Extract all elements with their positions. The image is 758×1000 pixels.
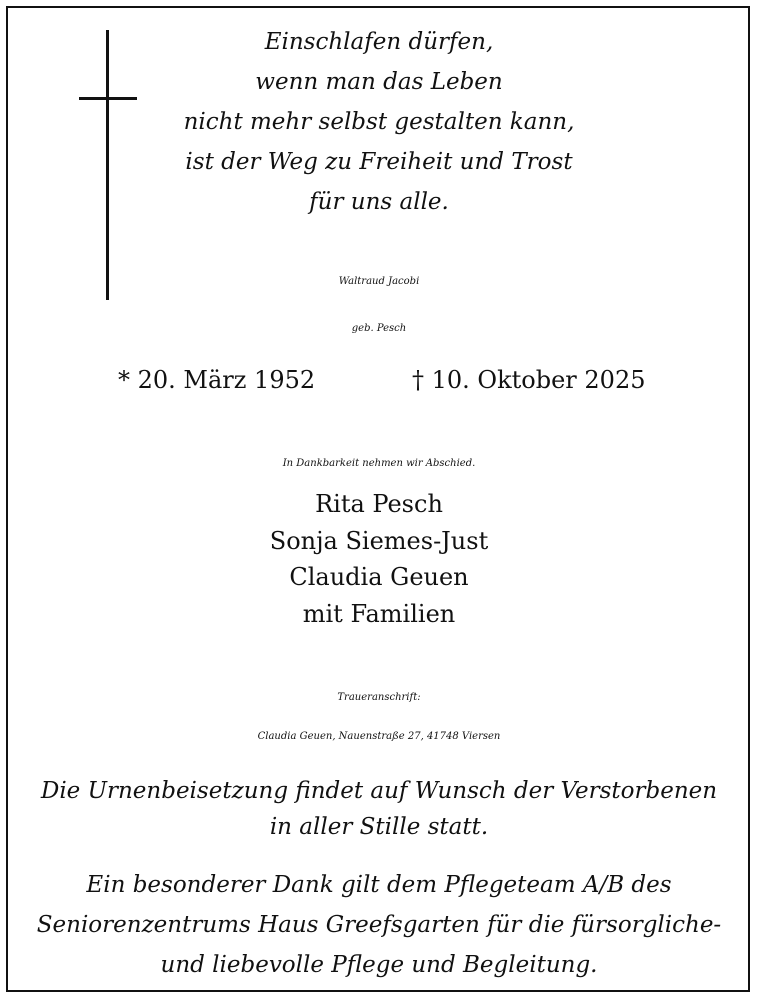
thanks-line: und liebevolle Pflege und Begleitung.: [160, 952, 598, 978]
mourning-address: Claudia Geuen, Nauenstraße 27, 41748 Viersen: [257, 731, 501, 742]
poem-line: nicht mehr selbst gestalten kann,: [183, 109, 575, 135]
death-date: † 10. Oktober 2025: [412, 366, 646, 394]
mourning-address-heading: Traueranschrift:: [337, 692, 421, 703]
special-thanks: [0, 865, 758, 985]
memorial-poem: [0, 22, 758, 222]
urn-line: in aller Stille statt.: [269, 814, 489, 840]
deceased-name: Waltraud Jacobi: [338, 276, 420, 287]
mourners-list: [0, 486, 758, 632]
poem-line: wenn man das Leben: [255, 69, 503, 95]
farewell-line: In Dankbarkeit nehmen wir Abschied.: [282, 458, 476, 469]
urn-burial-notice: [0, 773, 758, 845]
birth-date: * 20. März 1952: [118, 366, 316, 394]
mourner-name: Sonja Siemes-Just: [269, 526, 489, 555]
urn-line: Die Urnenbeisetzung findet auf Wunsch der Verstorbenen: [40, 778, 718, 804]
mourner-name: Claudia Geuen: [289, 563, 469, 591]
poem-line: für uns alle.: [309, 189, 449, 215]
maiden-name: geb. Pesch: [351, 323, 407, 334]
thanks-line: Seniorenzentrums Haus Greefsgarten für die fürsorgliche-: [36, 912, 722, 938]
mourner-name: Rita Pesch: [315, 490, 443, 518]
thanks-line: Ein besonderer Dank gilt dem Pflegeteam A/B des: [86, 872, 672, 898]
mourner-name: mit Familien: [302, 599, 456, 628]
poem-line: ist der Weg zu Freiheit und Trost: [185, 149, 573, 175]
poem-line: Einschlafen dürfen,: [264, 29, 494, 55]
